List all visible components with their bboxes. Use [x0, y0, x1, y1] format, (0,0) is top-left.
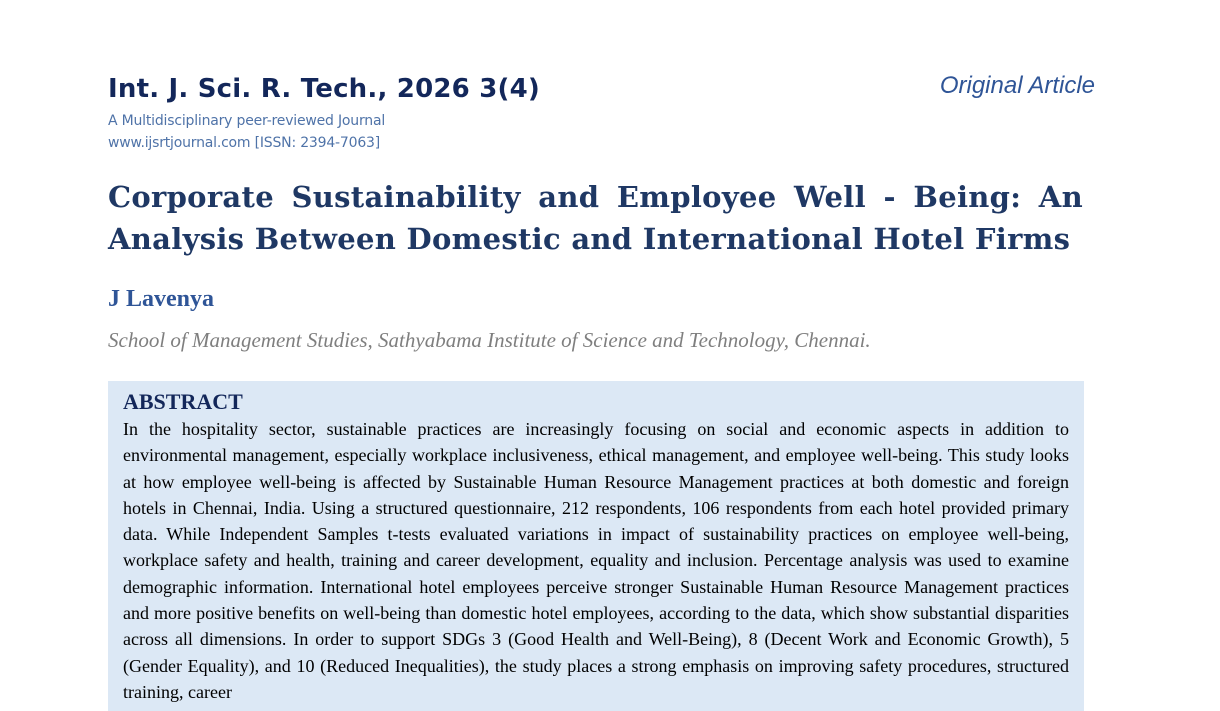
author-affiliation: School of Management Studies, Sathyabama Institute of Science and Technology, Chennai.	[108, 328, 871, 352]
abstract-section	[108, 381, 1084, 711]
author-name: J Lavenya	[108, 286, 215, 312]
journal-subtitle: A Multidisciplinary peer-reviewed Journal	[108, 113, 386, 129]
article-type-label: Original Article	[939, 72, 1095, 99]
abstract-heading: ABSTRACT	[123, 389, 243, 414]
journal-title: Int. J. Sci. R. Tech., 2026 3(4)	[108, 74, 540, 104]
paper-title: Corporate Sustainability and Employee Well - Being: An Analysis Between Domestic and International Hotel Firms	[108, 180, 1083, 256]
abstract-text: In the hospitality sector, sustainable practices are increasingly focusing on social and economic aspects in addition to environmental management, especially workplace inclusiveness, ethical management, and employee well-being. This study looks at how employee well-being is affected by Sustainable Human Resource Management practices at both domestic and foreign hotels in Chennai, India. Using a structured questionnaire, 212 respondents, 106 respondents from each hotel provided primary data. While Independent Samples t-tests evaluated variations in impact of sustainability practices on employee well-being, workplace safety and health, training and career development, equality and inclusion. Percentage analysis was used to examine demographic information. International hotel employees perceive stronger Sustainable Human Resource Management practices and more positive benefits on well-being than domestic hotel employees, according to the data, which show substantial disparities across all dimensions. In order to support SDGs 3 (Good Health and Well-Being), 8 (Decent Work and Economic Growth), 5 (Gender Equality), and 10 (Reduced Inequalities), the study places a strong emphasis on improving safety procedures, structured training, career	[123, 419, 1069, 702]
journal-website: www.ijsrtjournal.com [ISSN: 2394-7063]	[108, 135, 380, 151]
